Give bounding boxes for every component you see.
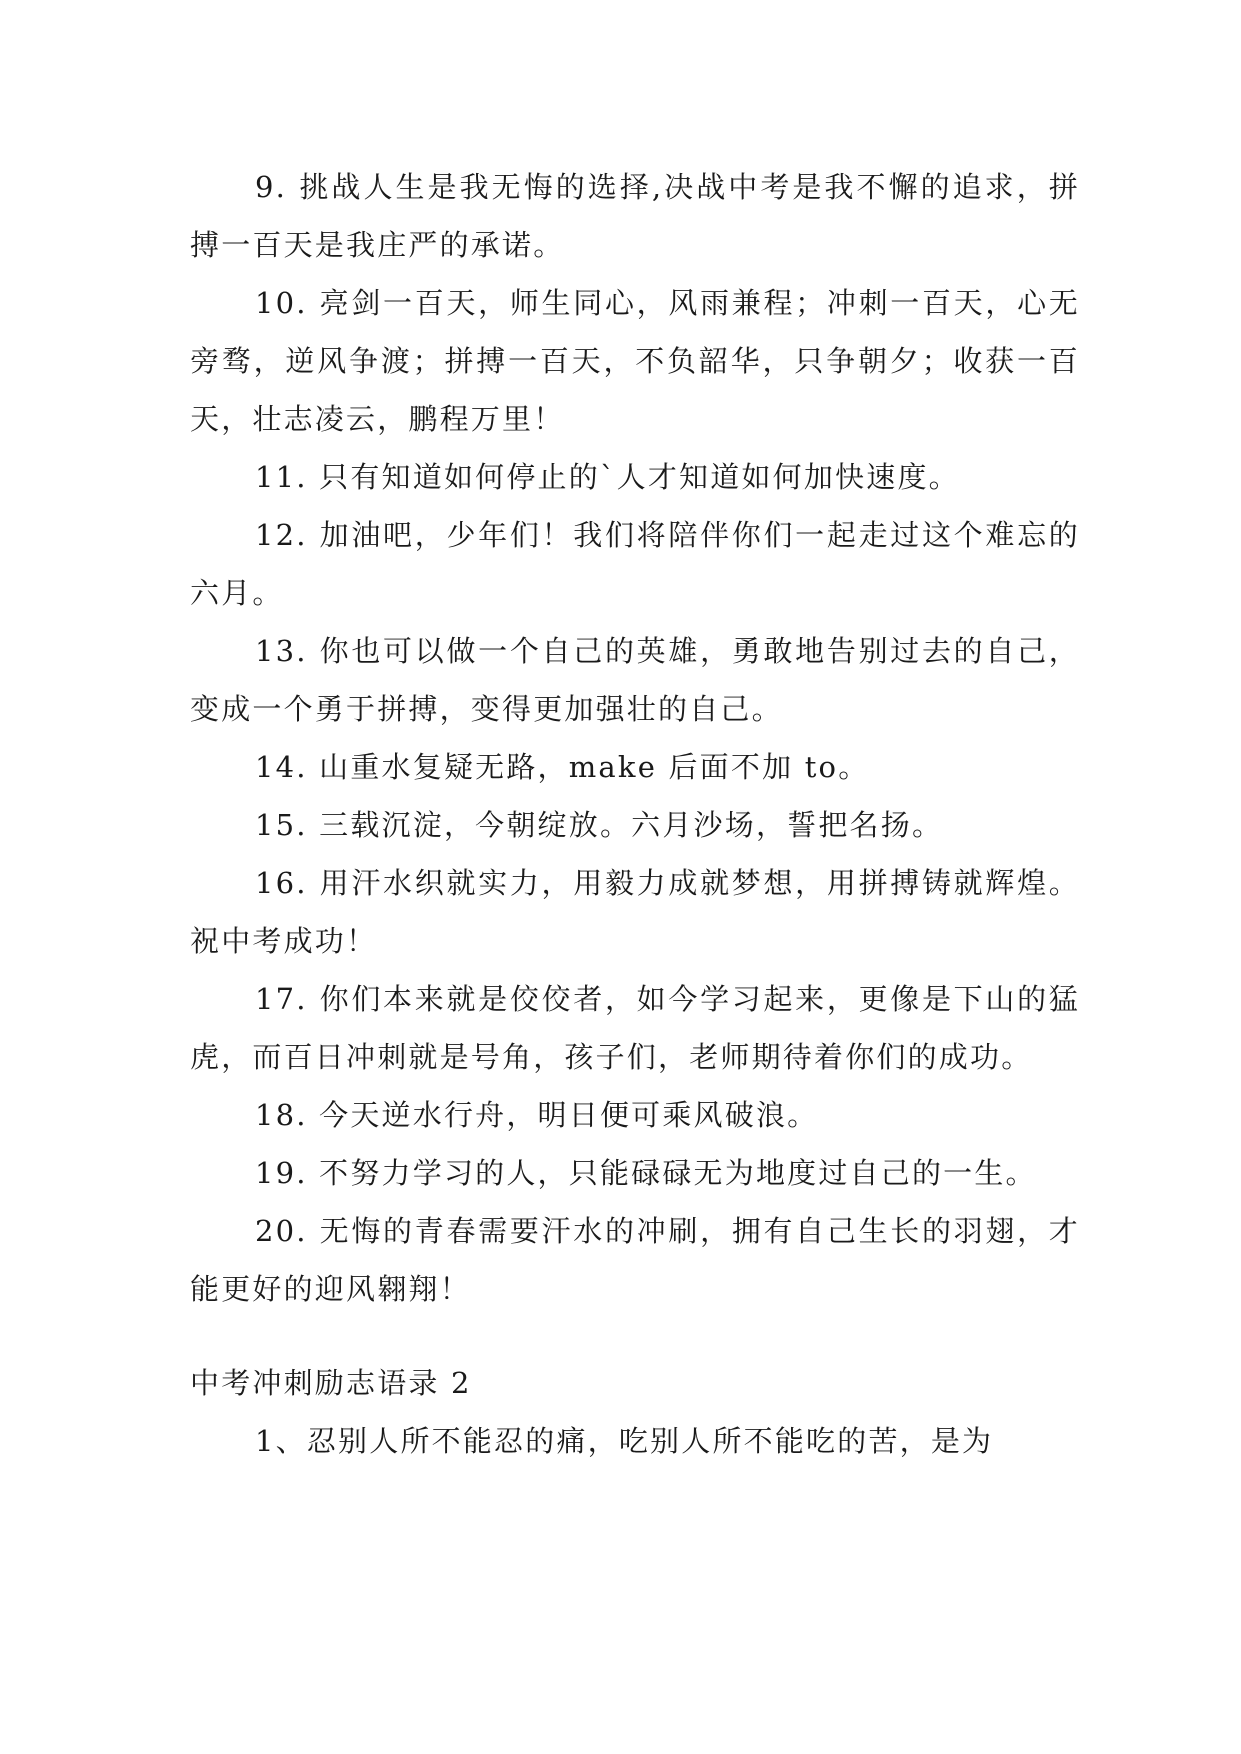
section-title: 中考冲刺励志语录 2 <box>190 1366 472 1400</box>
paragraph-20: 20. 无悔的青春需要汗水的冲刷，拥有自己生长的羽翅，才能更好的迎风翱翔！ <box>190 1214 1080 1306</box>
paragraph-13: 13. 你也可以做一个自己的英雄，勇敢地告别过去的自己，变成一个勇于拼搏，变得更加强壮的自己。 <box>190 634 1080 726</box>
paragraph-9: 9. 挑战人生是我无悔的选择,决战中考是我不懈的追求，拼搏一百天是我庄严的承诺。 <box>190 170 1080 262</box>
paragraph-12: 12. 加油吧，少年们！我们将陪伴你们一起走过这个难忘的六月。 <box>190 518 1080 610</box>
paragraph-11: 11. 只有知道如何停止的`人才知道如何加快速度。 <box>255 460 960 494</box>
paragraph-10: 10. 亮剑一百天，师生同心，风雨兼程；冲刺一百天，心无旁骛，逆风争渡；拼搏一百天，不负韶华，只争朝夕；收获一百天，壮志凌云，鹏程万里！ <box>190 286 1080 436</box>
paragraph-17: 17. 你们本来就是佼佼者，如今学习起来，更像是下山的猛虎，而百日冲刺就是号角，孩子们，老师期待着你们的成功。 <box>190 982 1080 1074</box>
paragraph-19: 19. 不努力学习的人，只能碌碌无为地度过自己的一生。 <box>255 1156 1037 1190</box>
paragraph-16: 16. 用汗水织就实力，用毅力成就梦想，用拼搏铸就辉煌。祝中考成功！ <box>190 866 1080 958</box>
paragraph-15: 15. 三载沉淀，今朝绽放。六月沙场，誓把名扬。 <box>255 808 944 842</box>
paragraph-14: 14. 山重水复疑无路，make 后面不加 to。 <box>255 750 870 784</box>
section-spacer <box>190 1318 1080 1354</box>
document-body <box>190 158 1080 1470</box>
paragraph-18: 18. 今天逆水行舟，明日便可乘风破浪。 <box>255 1098 819 1132</box>
paragraph-2-1: 1、忍别人所不能忍的痛，吃别人所不能吃的苦，是为 <box>255 1424 994 1458</box>
